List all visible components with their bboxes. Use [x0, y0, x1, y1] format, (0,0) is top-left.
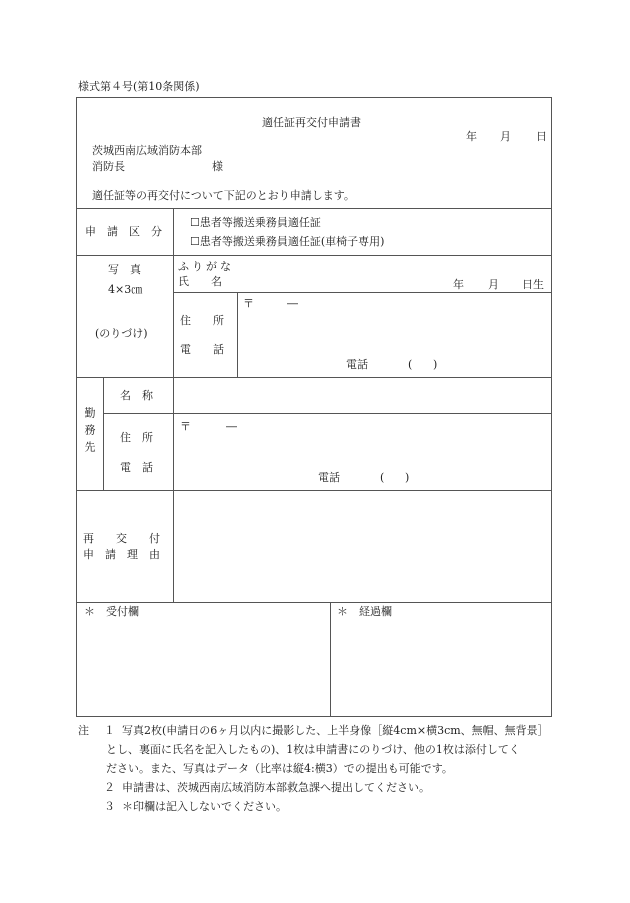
reception-label: ＊ 受付欄	[84, 605, 139, 618]
note-1-line-2: とし、裏面に氏名を記入したもの)、1枚は申請書にのりづけ、他の1枚は添付してく	[106, 743, 520, 756]
date-year[interactable]: 年	[466, 130, 477, 143]
divider-name	[173, 292, 552, 293]
workplace-phone-text: 電話	[318, 471, 340, 484]
workplace-phone-paren-open[interactable]: (	[380, 471, 385, 484]
name-label: 氏 名	[178, 275, 222, 288]
application-type-label: 申請区分	[85, 225, 173, 238]
option-label: 患者等搬送乗務員適任証	[199, 216, 321, 229]
divider-reason	[76, 602, 552, 603]
birth-day[interactable]: 日生	[522, 278, 544, 291]
workplace-postal-dash[interactable]: ―	[226, 420, 237, 433]
workplace-postal-mark: 〒	[180, 420, 191, 433]
date-month[interactable]: 月	[500, 130, 511, 143]
checkbox-icon[interactable]: ☐	[190, 216, 200, 229]
checkbox-icon[interactable]: ☐	[190, 235, 200, 248]
recipient-chief: 消防長	[92, 160, 125, 173]
phone-paren-close[interactable]: )	[433, 358, 438, 371]
divider-type	[76, 255, 552, 256]
note-1-line-3: ださい。また、写真はデータ（比率は縦4:横3）での提出も可能です。	[106, 762, 453, 775]
col-divider-upper	[173, 208, 174, 377]
option-wheelchair[interactable]	[190, 236, 384, 247]
reason-label-line2: 申 請 理 由	[83, 548, 160, 561]
photo-note: (のりづけ)	[95, 327, 148, 340]
notes-prefix: 注	[78, 724, 89, 737]
divider-workplace	[76, 490, 552, 491]
col-divider-lower	[173, 377, 174, 602]
form-number: 様式第４号(第10条関係)	[78, 80, 200, 93]
date-day[interactable]: 日	[536, 130, 547, 143]
phone-paren-open[interactable]: (	[408, 358, 413, 371]
reason-label-line1: 再 交 付	[83, 532, 160, 545]
col-divider-workplace	[103, 377, 104, 490]
photo-size: 4×3㎝	[108, 283, 143, 296]
divider-header	[76, 208, 552, 209]
address-label: 住 所	[180, 314, 224, 327]
birth-month[interactable]: 月	[488, 278, 499, 291]
workplace-label: 勤務先	[83, 407, 96, 458]
note-2-num: ２	[104, 781, 115, 794]
note-3-line-1: ＊印欄は記入しないでください。	[122, 800, 287, 813]
progress-label: ＊ 経過欄	[337, 605, 392, 618]
divider-applicant	[76, 377, 552, 378]
form-title: 適任証再交付申請書	[262, 116, 361, 129]
request-statement: 適任証等の再交付について下記のとおり申請します。	[92, 189, 355, 202]
divider-workplace-name	[103, 413, 552, 414]
workplace-phone-label: 電 話	[120, 461, 153, 474]
postal-dash[interactable]: ―	[287, 297, 298, 310]
option-standard[interactable]	[190, 217, 321, 228]
col-divider-address	[237, 292, 238, 377]
workplace-name-label: 名 称	[120, 389, 153, 402]
workplace-phone-paren-close[interactable]: )	[405, 471, 410, 484]
option-label: 患者等搬送乗務員適任証(車椅子専用)	[199, 235, 385, 248]
furigana-label: ふりがな	[178, 260, 234, 273]
note-1-line-1: 写真2枚(申請日の6ヶ月以内に撮影した、上半身像［縦4cm×横3cm、無帽、無背景］	[122, 724, 549, 737]
note-1-num: １	[104, 724, 115, 737]
note-2-line-1: 申請書は、茨城西南広域消防本部救急課へ提出してください。	[122, 781, 430, 794]
recipient-org: 茨城西南広域消防本部	[92, 144, 202, 157]
col-divider-office	[330, 602, 331, 717]
phone-label: 電 話	[180, 343, 224, 356]
birth-year[interactable]: 年	[453, 278, 464, 291]
photo-label: 写 真	[108, 263, 141, 276]
postal-mark: 〒	[243, 297, 254, 310]
phone-text: 電話	[346, 358, 368, 371]
note-3-num: ３	[104, 800, 115, 813]
workplace-address-label: 住 所	[120, 431, 153, 444]
recipient-honorific: 様	[212, 160, 223, 173]
